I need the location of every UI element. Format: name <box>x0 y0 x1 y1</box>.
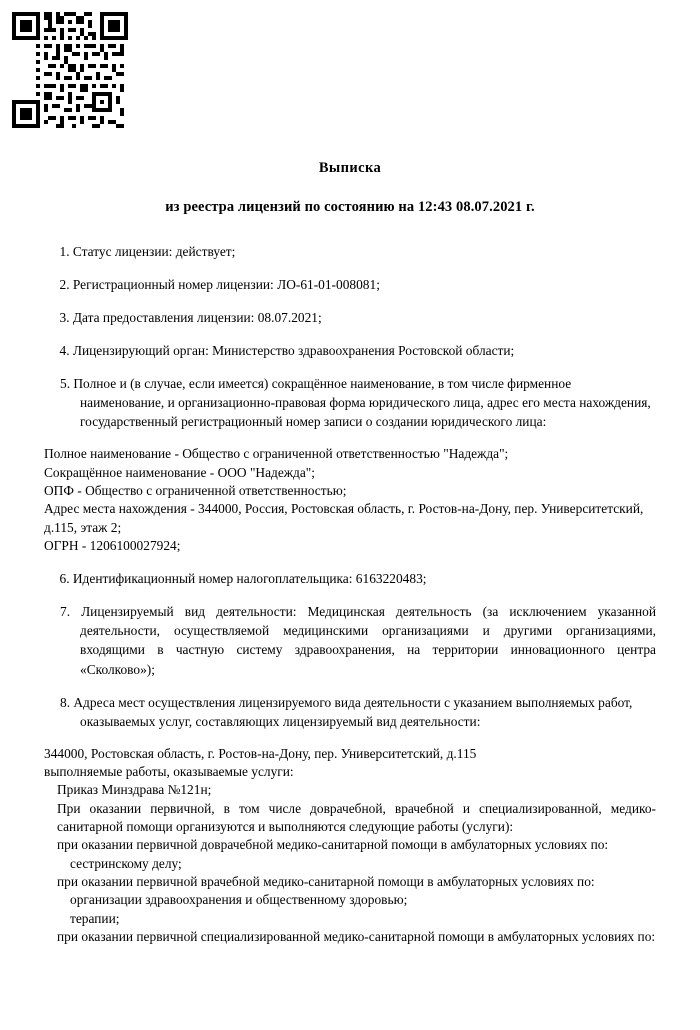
item-inn: 6. Идентификационный номер налогоплательщика: 6163220483; <box>59 571 427 587</box>
page-subtitle: из реестра лицензий по состоянию на 12:43 08.07.2021 г. <box>165 199 535 215</box>
work-line-prefelcher-outpatient: при оказании первичной доврачебной медико-санитарной помощи в амбулаторных условиях по: <box>57 837 609 853</box>
entity-legal-form: ОПФ - Общество с ограниченной ответственностью; <box>44 482 347 498</box>
work-line-health-organization: организации здравоохранения и общественному здоровью; <box>70 892 408 908</box>
item-reg-number: 2. Регистрационный номер лицензии: ЛО-61-01-008081; <box>59 277 380 293</box>
entity-full-name: Полное наименование - Общество с ограниченной ответственностью "Надежда"; <box>44 446 509 462</box>
entity-details <box>44 445 656 555</box>
work-address: 344000, Ростовская область, г. Ростов-на-Дону, пер. Университетский, д.115 <box>44 745 477 761</box>
work-line-order: Приказ Минздрава №121н; <box>57 782 212 798</box>
qr-code-icon <box>12 12 128 128</box>
item-names-and-form: 5. Полное и (в случае, если имеется) сокращённое наименование, в том числе фирменное наименование, и организационно-правовая форма юридического лица, адрес его места нахождения, государственный регистрационный номер записи о создании юридического лица: <box>60 376 651 430</box>
works-header: выполняемые работы, оказываемые услуги: <box>44 763 294 779</box>
document-body <box>44 242 656 947</box>
item-grant-date: 3. Дата предоставления лицензии: 08.07.2021; <box>59 310 322 326</box>
work-line-primary-care: При оказании первичной, в том числе доврачебной, врачебной и специализированной, медико-санитарной помощи организуются и выполняются следующие работы (услуги): <box>57 800 656 835</box>
document-heading <box>44 160 656 216</box>
entity-short-name: Сокращённое наименование - ООО "Надежда"; <box>44 464 315 480</box>
page-title: Выписка <box>318 160 382 176</box>
item-activity-type: 7. Лицензируемый вид деятельности: Медицинская деятельность (за исключением указанной деятельности, осуществляемой медицинскими организациями и другими организациями, входящими в частную систему здравоохранения, на территории инновационного центра «Сколково»); <box>60 604 656 677</box>
address-works-block <box>44 745 656 947</box>
work-line-nursing: сестринскому делу; <box>70 855 182 871</box>
work-line-doctor-outpatient: при оказании первичной врачебной медико-санитарной помощи в амбулаторных условиях по: <box>57 874 595 890</box>
work-line-therapy: терапии; <box>70 910 120 926</box>
entity-address: Адрес места нахождения - 344000, Россия, Ростовская область, г. Ростов-на-Дону, пер. Университетский, д.115, этаж 2; <box>44 501 644 535</box>
item-licensing-authority: 4. Лицензирующий орган: Министерство здравоохранения Ростовской области; <box>59 343 515 359</box>
work-line-specialized-outpatient: при оказании первичной специализированной медико-санитарной помощи в амбулаторных условиях по: <box>57 929 656 945</box>
item-addresses: 8. Адреса мест осуществления лицензируемого вида деятельности с указанием выполняемых работ, оказываемых услуг, составляющих лицензируемый вид деятельности: <box>60 694 633 729</box>
entity-ogrn: ОГРН - 1206100027924; <box>44 538 181 554</box>
item-status: 1. Статус лицензии: действует; <box>59 244 236 259</box>
